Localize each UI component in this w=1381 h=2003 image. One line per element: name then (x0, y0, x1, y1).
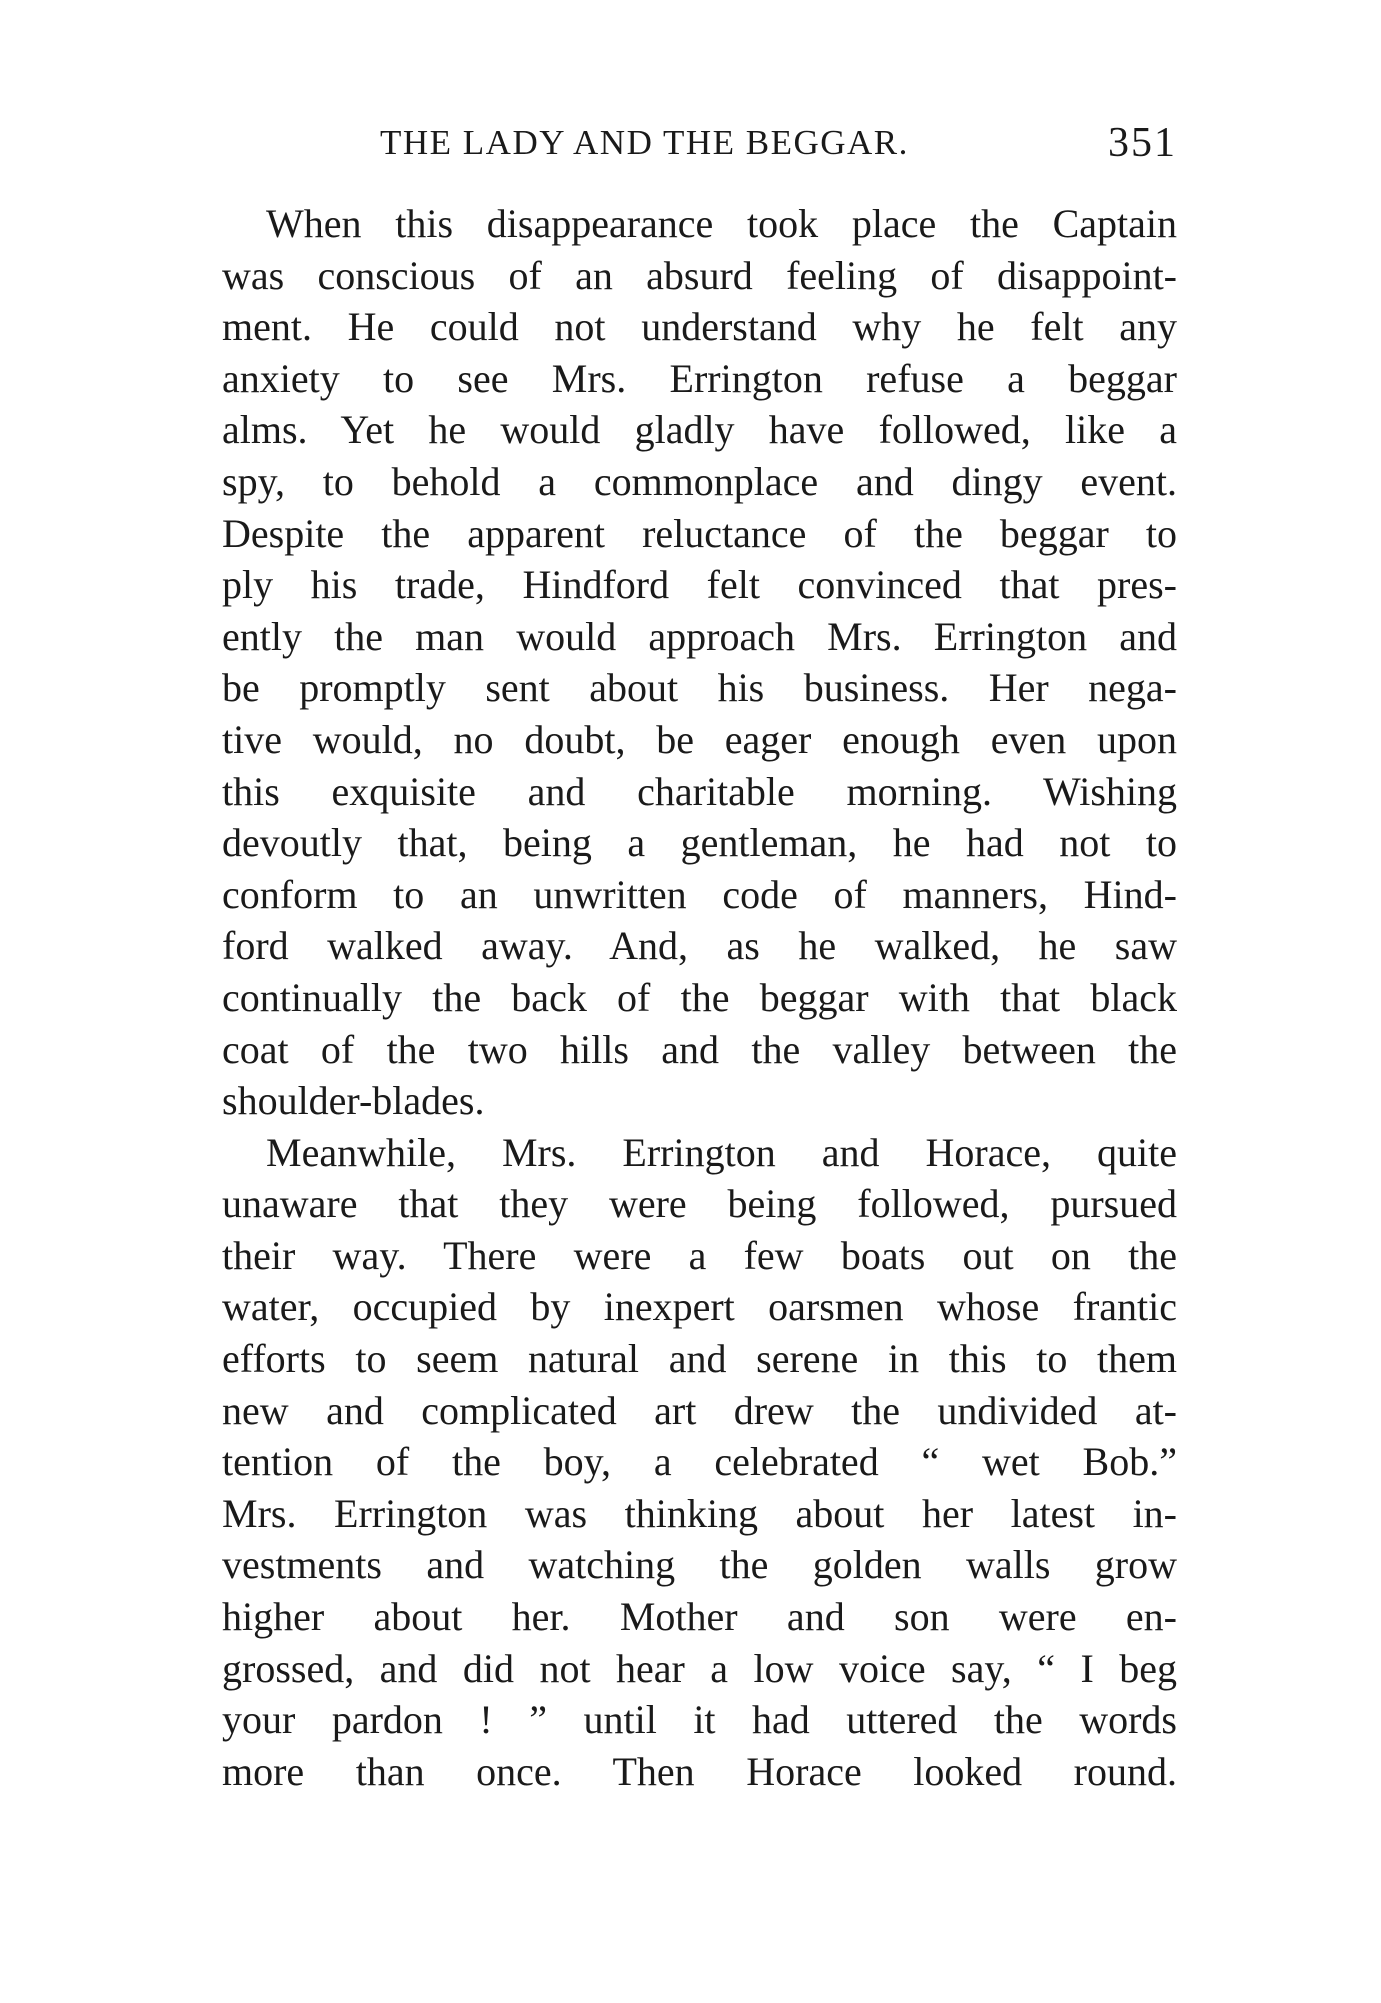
page-number: 351 (1108, 120, 1177, 166)
text-line: spy, to behold a commonplace and dingy event. (222, 458, 1177, 504)
text-line: conform to an unwritten code of manners, Hind- (222, 871, 1177, 917)
text-line: Meanwhile, Mrs. Errington and Horace, quite (266, 1129, 1177, 1175)
text-line: water, occupied by inexpert oarsmen whose frantic (222, 1284, 1177, 1330)
text-line: unaware that they were being followed, pursued (222, 1181, 1177, 1227)
text-line: ment. He could not understand why he felt any (222, 304, 1177, 350)
text-line: was conscious of an absurd feeling of disappoint- (222, 252, 1177, 298)
text-line: vestments and watching the golden walls grow (222, 1542, 1177, 1588)
text-line: grossed, and did not hear a low voice say, “ I beg (222, 1645, 1177, 1691)
paragraph-1 (222, 198, 1177, 1127)
text-line: higher about her. Mother and son were en- (222, 1594, 1177, 1640)
text-line: more than once. Then Horace looked round. (222, 1748, 1177, 1794)
text-line: their way. There were a few boats out on the (222, 1232, 1177, 1278)
text-line: this exquisite and charitable morning. Wishing (222, 768, 1177, 814)
text-line: devoutly that, being a gentleman, he had not to (222, 820, 1177, 866)
text-line: be promptly sent about his business. Her nega- (222, 665, 1177, 711)
paragraph-2 (222, 1127, 1177, 1798)
text-line: anxiety to see Mrs. Errington refuse a beggar (222, 355, 1177, 401)
text-line: shoulder-blades. (222, 1078, 485, 1124)
text-line: continually the back of the beggar with that black (222, 974, 1177, 1020)
text-line: your pardon ! ” until it had uttered the words (222, 1697, 1177, 1743)
text-line: ford walked away. And, as he walked, he saw (222, 923, 1177, 969)
text-line: Mrs. Errington was thinking about her latest in- (222, 1490, 1177, 1536)
text-line: efforts to seem natural and serene in this to them (222, 1336, 1177, 1382)
body-text (222, 198, 1177, 1797)
running-head (222, 118, 1177, 168)
text-line: alms. Yet he would gladly have followed, like a (222, 407, 1177, 453)
text-line: ently the man would approach Mrs. Errington and (222, 613, 1177, 659)
text-line: Despite the apparent reluctance of the beggar to (222, 510, 1177, 556)
text-line: ply his trade, Hindford felt convinced that pres- (222, 562, 1177, 608)
text-line: tention of the boy, a celebrated “ wet Bob.” (222, 1439, 1177, 1485)
text-line: tive would, no doubt, be eager enough even upon (222, 716, 1177, 762)
text-line: coat of the two hills and the valley between the (222, 1026, 1177, 1072)
text-line: new and complicated art drew the undivided at- (222, 1387, 1177, 1433)
running-title: THE LADY AND THE BEGGAR. (380, 123, 909, 162)
text-line: When this disappearance took place the Captain (266, 201, 1177, 246)
